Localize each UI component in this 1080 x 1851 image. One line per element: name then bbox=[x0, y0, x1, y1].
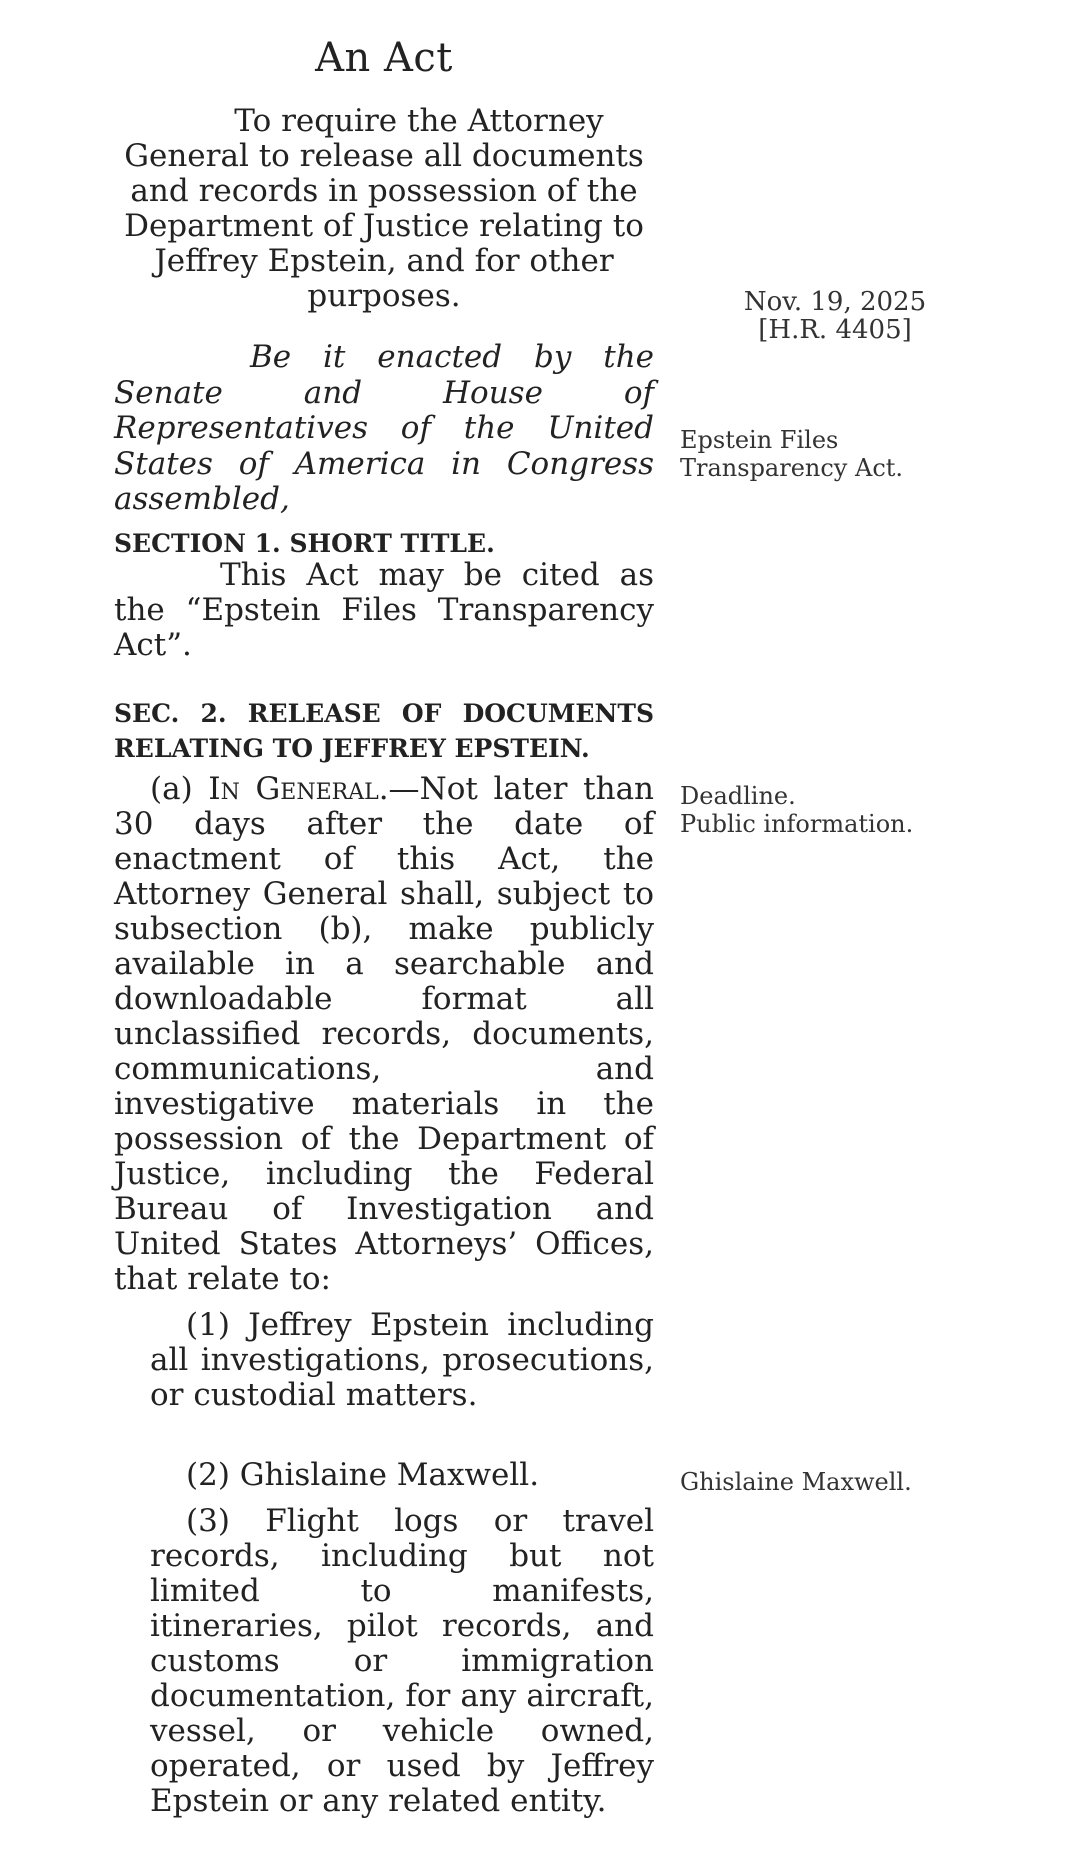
subsection-a-label: (a) bbox=[150, 771, 193, 807]
margin-note-deadline: Deadline. bbox=[680, 782, 796, 810]
margin-note-public-information: Public information. bbox=[680, 810, 914, 838]
subsection-a-text: Not later than 30 days after the date of enactment of this Act, the Attorney General shall, subject to subsection (b), make publicly available in a searchable and downloadable format all unclassified records, documents, communications, and investigative materials in the possession of the Department of Justice, including the Federal Bureau of Investigation and United States Attorneys’ Offices, that relate to: bbox=[114, 771, 655, 1297]
subsection-a-caption: In General bbox=[208, 771, 379, 807]
bill-number: [H.R. 4405] bbox=[758, 315, 912, 345]
subsection-a-punct: .— bbox=[378, 771, 420, 807]
section1-heading: SECTION 1. SHORT TITLE. bbox=[114, 529, 495, 558]
section1-text bbox=[114, 558, 654, 663]
item-1-text: (1) Jeffrey Epstein including all investigations, prosecutions, or custodial matters. bbox=[150, 1307, 654, 1413]
purpose-text: To require the Attorney General to release all documents and records in possession of the Department of Justice relating to Jeffrey Epstein, and for other purposes. bbox=[124, 103, 644, 314]
item-2-text: (2) Ghislaine Maxwell. bbox=[186, 1457, 540, 1493]
list-item bbox=[150, 1458, 654, 1493]
enacting-clause bbox=[114, 340, 654, 518]
enacting-text: Be it enacted by the Senate and House of Representatives of the United States of America in Congress assembled, bbox=[114, 339, 654, 517]
list-item bbox=[150, 1308, 654, 1413]
item-3-text: (3) Flight logs or travel records, including but not limited to manifests, itineraries, pilot records, and customs or immigration documentation, for any aircraft, vessel, or vehicle owned, operated, or used by Jeffrey Epstein or any related entity. bbox=[150, 1503, 654, 1819]
purpose-clause bbox=[114, 104, 654, 314]
section2-heading: SEC. 2. RELEASE OF DOCUMENTS RELATING TO JEFFREY EPSTEIN. bbox=[114, 699, 654, 763]
date-block bbox=[680, 288, 990, 344]
act-heading: An Act bbox=[315, 35, 453, 81]
margin-note-maxwell: Ghislaine Maxwell. bbox=[680, 1468, 912, 1496]
margin-note-short-title: Epstein Files Transparency Act. bbox=[680, 426, 904, 482]
enactment-date: Nov. 19, 2025 bbox=[743, 287, 927, 317]
subsection-a bbox=[114, 772, 654, 1297]
list-item bbox=[150, 1504, 654, 1819]
section1-body: This Act may be cited as the “Epstein Files Transparency Act”. bbox=[114, 557, 654, 663]
